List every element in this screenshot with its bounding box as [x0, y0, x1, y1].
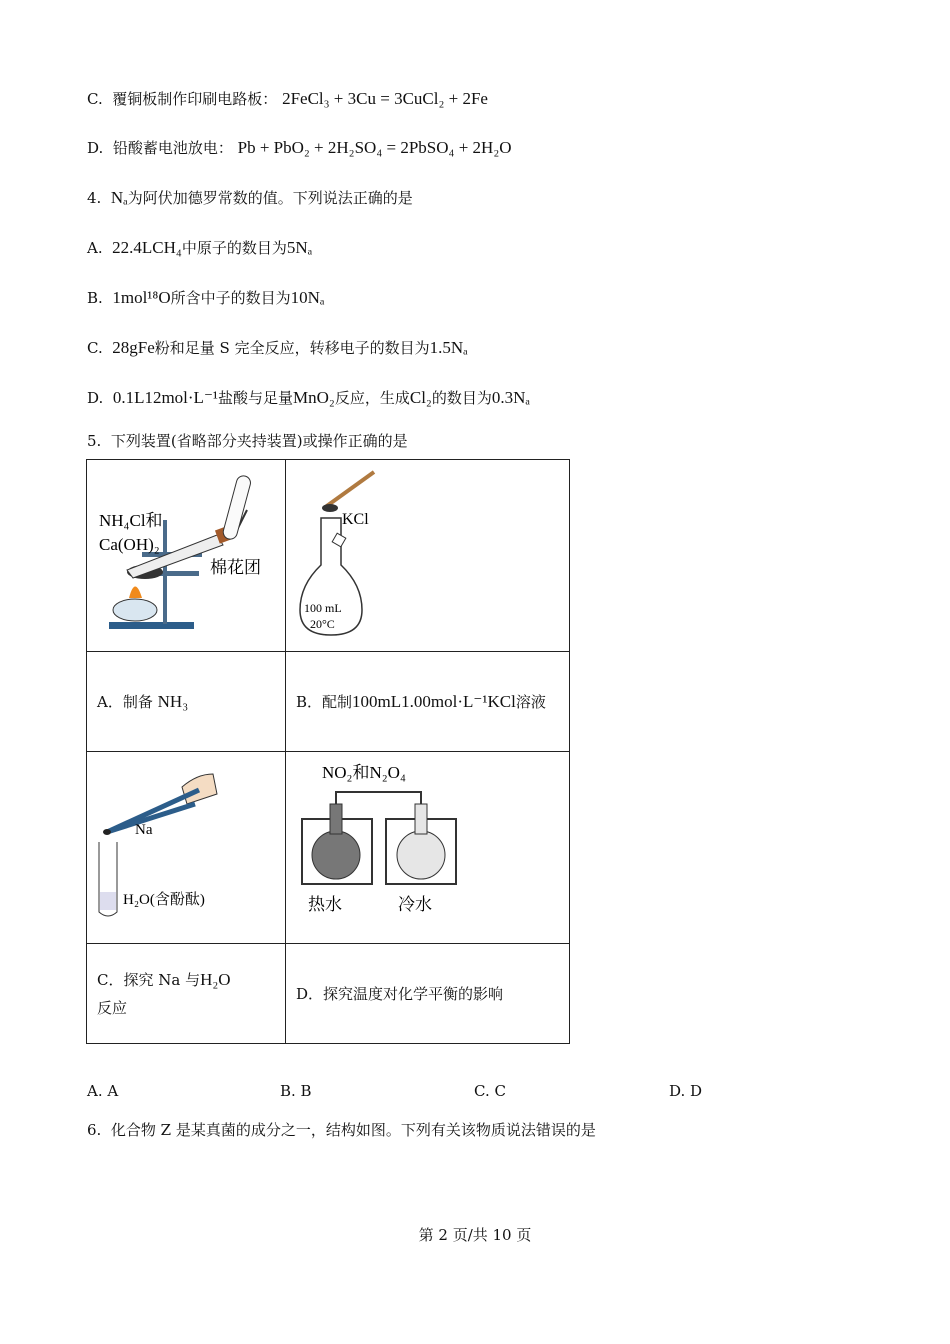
- caption-c: C．探究 Na 与H₂O 反应: [97, 969, 231, 1017]
- q3-option-c-equation: 2FeCl₃ + 3Cu = 3CuCl₂ + 2Fe: [282, 89, 488, 108]
- q3-option-d: D. 铅酸蓄电池放电： Pb + PbO₂ + 2H₂SO₄ = 2PbSO₄ + 2H₂O: [87, 138, 512, 157]
- fig-b-temp-label: 20°C: [310, 617, 335, 631]
- q4-option-b: B. 1mol¹⁸O所含中子的数目为10Nₐ: [87, 288, 325, 307]
- answer-option-c[interactable]: C. C: [474, 1082, 506, 1100]
- ammonia-apparatus-figure: [87, 460, 285, 647]
- fig-a-reagent-1: NH₄Cl和: [99, 511, 163, 530]
- answer-option-b[interactable]: B. B: [280, 1082, 312, 1100]
- fig-d-gas-label: NO₂和N₂O₄: [322, 763, 406, 782]
- caption-d: D．探究温度对化学平衡的影响: [296, 984, 504, 1003]
- caption-d-cell: [286, 944, 570, 1044]
- caption-c-cell: [87, 944, 286, 1044]
- fig-c-metal-label: Na: [135, 822, 153, 838]
- q3-option-c: C. 覆铜板制作印刷电路板： 2FeCl₃ + 3Cu = 3CuCl₂ + 2Fe: [87, 89, 488, 108]
- q4-option-d: D. 0.1L12mol·L⁻¹盐酸与足量MnO₂反应，生成Cl₂的数目为0.3Nₐ: [87, 388, 531, 407]
- fig-d-hot-label: 热水: [308, 895, 342, 914]
- answer-option-a[interactable]: A. A: [87, 1082, 119, 1100]
- figure-a-cell: [87, 460, 286, 652]
- q3-option-d-equation: Pb + PbO₂ + 2H₂SO₄ = 2PbSO₄ + 2H₂O: [237, 138, 512, 157]
- caption-a: A．制备 NH₃: [97, 691, 189, 711]
- answer-option-d[interactable]: D. D: [669, 1082, 703, 1100]
- fig-b-volume-label: 100 mL: [304, 601, 342, 615]
- figure-b-cell: [286, 460, 570, 652]
- q6-stem: 6. 化合物 Z 是某真菌的成分之一，结构如图。下列有关该物质说法错误的是: [87, 1121, 596, 1139]
- q5-stem: 5. 下列装置(省略部分夹持装置)或操作正确的是: [87, 432, 408, 450]
- equilibrium-temperature-figure: [286, 752, 569, 939]
- figure-c-cell: [87, 752, 286, 944]
- fig-d-cold-label: 冷水: [398, 895, 432, 914]
- fig-b-salt-label: KCl: [342, 511, 369, 528]
- volumetric-flask-figure: [286, 460, 569, 647]
- q4-option-c: C. 28gFe粉和足量 S 完全反应，转移电子的数目为1.5Nₐ: [87, 338, 468, 357]
- q4-option-a: A. 22.4LCH₄中原子的数目为5Nₐ: [87, 238, 313, 257]
- caption-b-cell: [286, 652, 570, 752]
- figure-d-cell: [286, 752, 570, 944]
- fig-a-reagent-2: Ca(OH)₂: [99, 535, 160, 554]
- page-footer: 第 2 页/共 10 页: [418, 1226, 532, 1244]
- q4-stem: 4. Nₐ为阿伏加德罗常数的值。下列说法正确的是: [87, 188, 413, 207]
- sodium-water-figure: [87, 752, 285, 939]
- q5-options-table: [86, 459, 570, 1044]
- caption-a-cell: [87, 652, 286, 752]
- caption-b: B．配制100mL1.00mol·L⁻¹KCl溶液: [296, 691, 546, 711]
- fig-a-cotton-label: 棉花团: [210, 558, 261, 577]
- fig-c-liquid-label: H₂O(含酚酞): [123, 892, 205, 908]
